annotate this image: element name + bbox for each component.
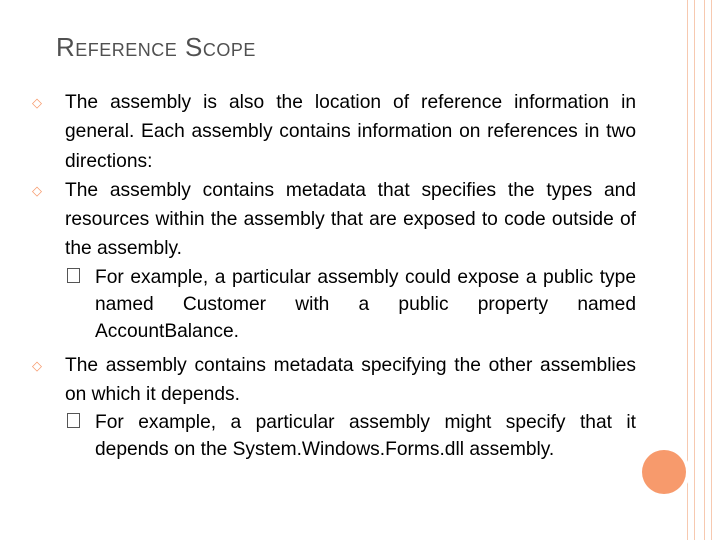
decor-circle — [642, 450, 686, 494]
hollow-diamond-bullet-icon: ◇ — [32, 182, 42, 198]
decor-rail — [711, 0, 712, 540]
bullet-text: The assembly contains metadata specifying the other assemblies on which it depends. — [65, 354, 636, 406]
bullet-item — [32, 351, 636, 410]
hollow-diamond-bullet-icon: ◇ — [32, 95, 42, 110]
sub-bullet-item — [65, 264, 636, 345]
decor-rail — [694, 0, 695, 540]
sub-bullet-item — [65, 409, 636, 463]
bullet-text: The assembly is also the location of reference information in general. Each assembly contains information on references in two directions: — [65, 92, 636, 172]
square-box-bullet-icon — [67, 413, 80, 428]
slide-title: Reference Scope — [56, 32, 256, 62]
decor-rail — [687, 0, 688, 540]
square-box-bullet-icon — [67, 268, 80, 283]
bullet-item — [32, 176, 636, 264]
hollow-diamond-bullet-icon: ◇ — [32, 357, 42, 373]
bullet-item — [32, 88, 636, 176]
bullet-text: The assembly contains metadata that specifies the types and resources within the assembly that are exposed to code outside of the assembly. — [65, 179, 636, 260]
sub-bullet-text: For example, a particular assembly could expose a public type named Customer with a public property named AccountBalance. — [95, 266, 636, 342]
bullet-list — [32, 88, 636, 463]
decor-rail — [704, 0, 705, 540]
sub-bullet-text: For example, a particular assembly might specify that it depends on the System.Windows.Forms.dll assembly. — [95, 412, 636, 461]
